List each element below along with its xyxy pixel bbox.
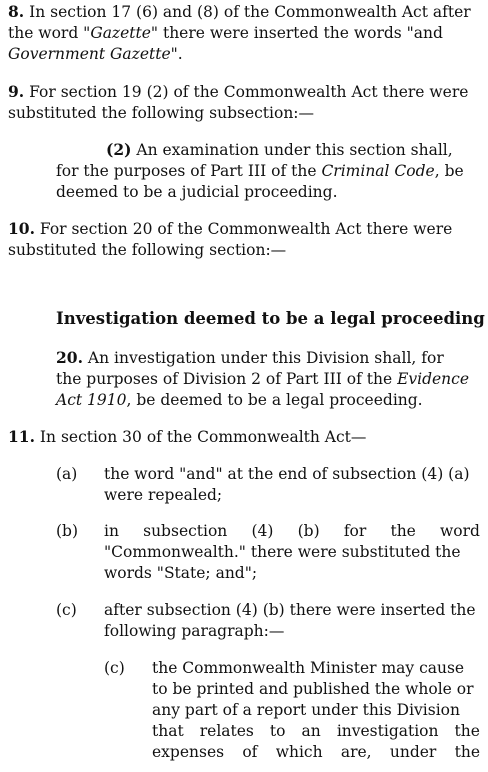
- inner-c-line-4-word: to: [269, 722, 286, 740]
- section-10-text-2: substituted the following section:—: [8, 241, 287, 259]
- item-b-line-1-word: the: [390, 522, 416, 540]
- subsection-2-line-2: [56, 161, 464, 182]
- government-gazette-italic: Government Gazette: [8, 45, 171, 63]
- section-8-text-2a: the word ": [8, 24, 91, 42]
- section-8-line-2: [8, 23, 480, 44]
- inner-c-line-3: any part of a report under this Division: [152, 701, 460, 719]
- section-10-number: 10.: [8, 219, 35, 238]
- evidence-italic: Evidence: [397, 370, 470, 388]
- inner-c-line-1: the Commonwealth Minister may cause: [152, 659, 465, 677]
- inner-c-line-5-word: are,: [340, 743, 372, 761]
- item-b-line-1: [104, 521, 480, 542]
- section-9-line-2: [8, 103, 314, 124]
- inner-c-line-5-word: under: [389, 743, 437, 761]
- item-b-line-1-word: (b): [297, 522, 320, 540]
- section-9-text-1: For section 19 (2) of the Commonwealth Act there were: [29, 83, 469, 101]
- item-b-label: (b): [56, 522, 79, 540]
- section-20-line-3: [56, 390, 423, 411]
- section-8-text-3b: ".: [170, 45, 183, 63]
- section-8-line-1: [8, 2, 480, 23]
- subsection-2-text-2a: for the purposes of Part III of the: [56, 162, 322, 180]
- subsection-2-line-1: [106, 140, 453, 161]
- subsection-2-line-3: [56, 182, 338, 203]
- item-b-line-3: words "State; and";: [104, 564, 258, 582]
- item-a-line-1: the word "and" at the end of subsection (4) (a): [104, 465, 470, 483]
- gazette-italic: Gazette: [90, 24, 151, 42]
- item-b-line-1-word: subsection: [143, 522, 228, 540]
- inner-c-line-5-word: the: [454, 743, 480, 761]
- item-a-label: (a): [56, 465, 78, 483]
- section-11-number: 11.: [8, 427, 35, 446]
- act-1910-italic: Act 1910: [56, 391, 127, 409]
- section-10-line-1: [8, 219, 452, 240]
- item-a-line-2: were repealed;: [104, 486, 223, 504]
- section-11-line-1: [8, 427, 366, 448]
- item-c-line-1: after subsection (4) (b) there were inserted the: [104, 601, 476, 619]
- inner-c-line-5: [152, 742, 480, 763]
- inner-c-line-5-word: of: [242, 743, 258, 761]
- criminal-code-italic: Criminal Code: [321, 162, 435, 180]
- subsection-2-text-2b: , be: [434, 162, 464, 180]
- section-8-number: 8.: [8, 2, 25, 21]
- section-20-text-1: An investigation under this Division shall, for: [87, 349, 444, 367]
- inner-c-line-4-word: the: [454, 722, 480, 740]
- inner-c-line-4-word: that: [152, 722, 184, 740]
- inner-c-line-2: to be printed and published the whole or: [152, 680, 474, 698]
- section-9-text-2: substituted the following subsection:—: [8, 104, 315, 122]
- section-8-text-1: In section 17 (6) and (8) of the Commonwealth Act after: [29, 3, 471, 21]
- section-20-line-2: [56, 369, 469, 390]
- item-b-line-1-word: (4): [251, 522, 274, 540]
- subsection-2-text-3: deemed to be a judicial proceeding.: [56, 183, 338, 201]
- subsection-2-text-1: An examination under this section shall,: [136, 141, 453, 159]
- section-heading: Investigation deemed to be a legal proceeding: [56, 309, 485, 328]
- section-20-line-1: [56, 348, 444, 369]
- section-10-line-2: [8, 240, 286, 261]
- item-b-line-1-word: word: [440, 522, 480, 540]
- inner-c-line-5-word: expenses: [152, 743, 225, 761]
- inner-c-line-4-word: an: [301, 722, 321, 740]
- inner-c-label: (c): [104, 659, 125, 677]
- section-10-text-1: For section 20 of the Commonwealth Act there were: [39, 220, 453, 238]
- item-b-line-1-word: in: [104, 522, 119, 540]
- item-b-line-2: "Commonwealth." there were substituted the: [104, 543, 461, 561]
- inner-c-line-4: [152, 721, 480, 742]
- item-b-line-1-word: for: [343, 522, 367, 540]
- section-11-text-1: In section 30 of the Commonwealth Act—: [39, 428, 367, 446]
- inner-c-line-5-word: which: [275, 743, 323, 761]
- section-20-text-3b: , be deemed to be a legal proceeding.: [126, 391, 423, 409]
- section-8-text-2b: " there were inserted the words "and: [150, 24, 443, 42]
- section-9-number: 9.: [8, 82, 25, 101]
- section-9-line-1: [8, 82, 468, 103]
- inner-c-line-4-word: investigation: [336, 722, 439, 740]
- section-20-text-2a: the purposes of Division 2 of Part III of the: [56, 370, 398, 388]
- item-c-line-2: following paragraph:—: [104, 622, 285, 640]
- section-8-line-3: [8, 44, 183, 65]
- section-20-number: 20.: [56, 348, 83, 367]
- subsection-2-number: (2): [106, 140, 132, 159]
- item-c-label: (c): [56, 601, 77, 619]
- inner-c-line-4-word: relates: [199, 722, 254, 740]
